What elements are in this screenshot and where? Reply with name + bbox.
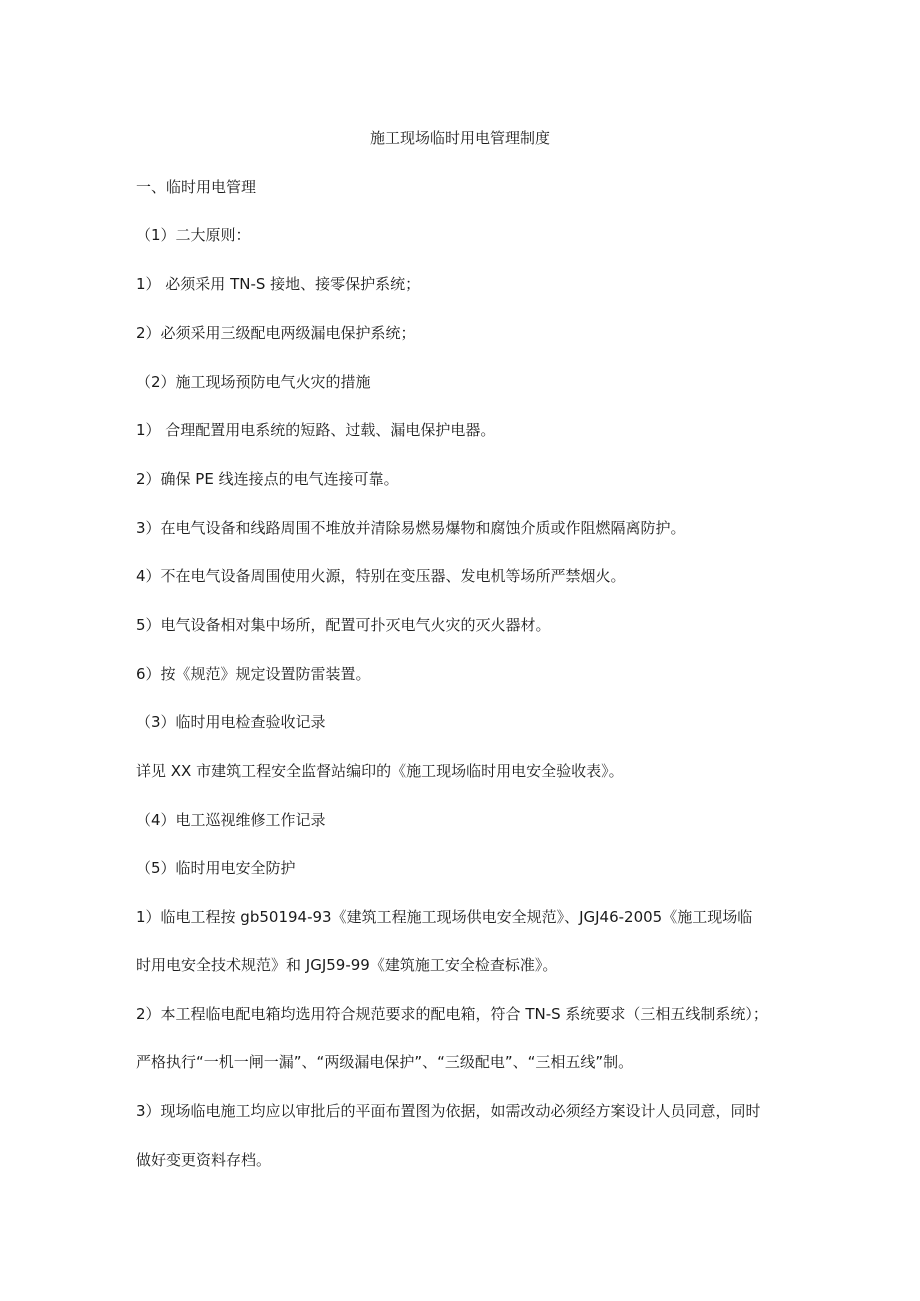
subsection-heading-3: （3）临时用电检查验收记录 [136, 713, 326, 731]
paragraph-line: 时用电安全技术规范》和 JGJ59-99《建筑施工安全检查标准》。 [136, 956, 558, 974]
paragraph-line: 4）不在电气设备周围使用火源，特别在变压器、发电机等场所严禁烟火。 [136, 567, 626, 585]
paragraph-line: 做好变更资料存档。 [136, 1151, 272, 1169]
paragraph-line: 3）现场临电施工均应以审批后的平面布置图为依据，如需改动必须经方案设计人员同意，同时 [136, 1102, 761, 1120]
subsection-heading-5: （5）临时用电安全防护 [136, 859, 296, 877]
paragraph-line: 详见 XX 市建筑工程安全监督站编印的《施工现场临时用电安全验收表》。 [136, 762, 624, 780]
paragraph-line: 1） 合理配置用电系统的短路、过载、漏电保护电器。 [136, 421, 496, 439]
paragraph-line: 6）按《规范》规定设置防雷装置。 [136, 665, 371, 683]
paragraph-line: 2）必须采用三级配电两级漏电保护系统； [136, 324, 416, 342]
subsection-heading-2: （2）施工现场预防电气火灾的措施 [136, 373, 371, 391]
document-title: 施工现场临时用电管理制度 [369, 129, 550, 147]
paragraph-line: 5）电气设备相对集中场所，配置可扑灭电气火灾的灭火器材。 [136, 616, 551, 634]
paragraph-line: 3）在电气设备和线路周围不堆放并清除易燃易爆物和腐蚀介质或作阻燃隔离防护。 [136, 519, 686, 537]
subsection-heading-4: （4）电工巡视维修工作记录 [136, 811, 326, 829]
paragraph-line: 2）本工程临电配电箱均选用符合规范要求的配电箱，符合 TN-S 系统要求（三相五线制系统）； [136, 1005, 768, 1023]
subsection-heading-1: （1）二大原则： [136, 226, 251, 244]
section-heading-1: 一、临时用电管理 [136, 178, 257, 196]
paragraph-line: 1） 必须采用 TN-S 接地、接零保护系统； [136, 275, 421, 293]
paragraph-line: 2）确保 PE 线连接点的电气连接可靠。 [136, 470, 399, 488]
paragraph-line: 1）临电工程按 gb50194-93《建筑工程施工现场供电安全规范》、JGJ46-2005《施工现场临 [136, 908, 753, 926]
paragraph-line: 严格执行“一机一闸一漏”、“两级漏电保护”、“三级配电”、“三相五线”制。 [136, 1053, 634, 1071]
